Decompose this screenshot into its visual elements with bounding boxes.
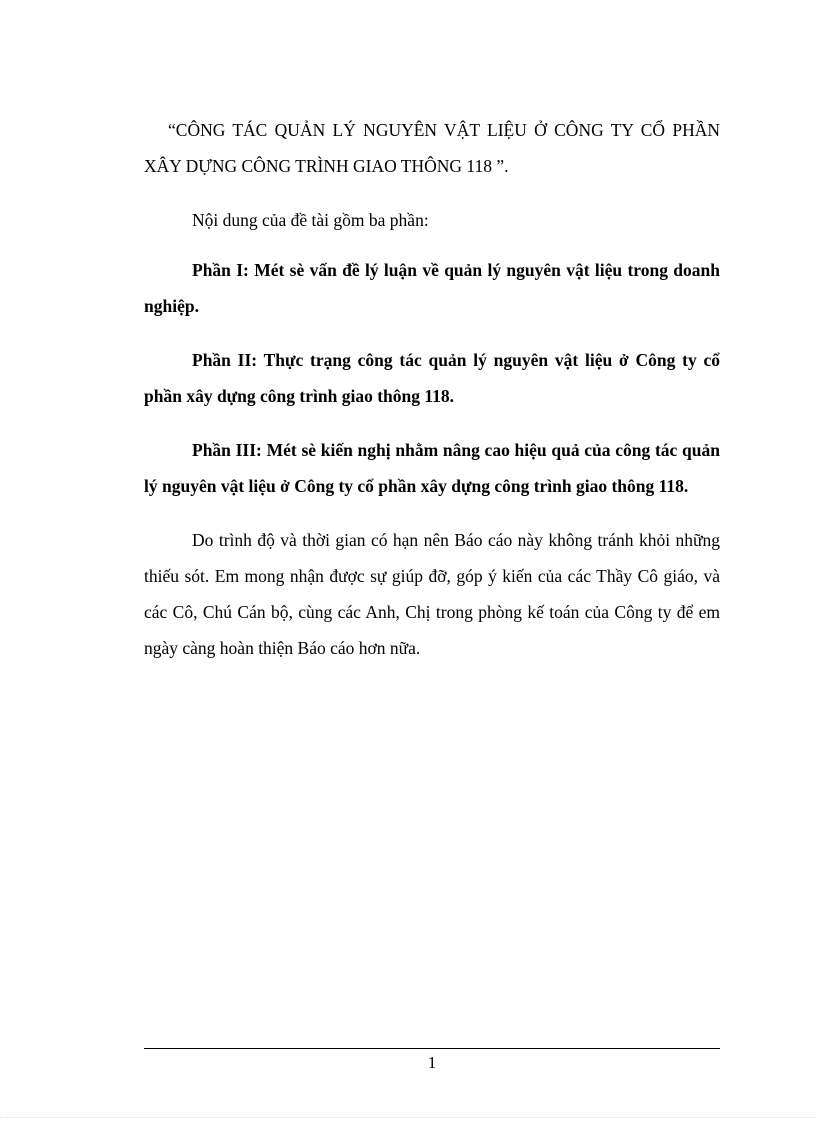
part-three-paragraph: Phần III: Mét sè kiến nghị nhằm nâng cao hiệu quả của công tác quản lý nguyên vật liệu ở Công ty cổ phần xây dựng công trình giao thông 118. [144, 440, 720, 496]
part-two-paragraph: Phần II: Thực trạng công tác quản lý nguyên vật liệu ở Công ty cổ phần xây dựng công trình giao thông 118. [144, 350, 720, 406]
page-bottom-border [0, 1117, 816, 1118]
intro-paragraph: Nội dung của đề tài gồm ba phần: [192, 210, 429, 230]
report-title-paragraph: “CÔNG TÁC QUẢN LÝ NGUYÊN VẬT LIỆU Ở CÔNG TY CỔ PHẦN XÂY DỰNG CÔNG TRÌNH GIAO THÔNG 118 ”. [144, 120, 720, 176]
part-one-paragraph: Phần I: Mét sè vấn đề lý luận về quản lý nguyên vật liệu trong doanh nghiệp. [144, 260, 720, 316]
document-body [144, 112, 720, 684]
closing-paragraph: Do trình độ và thời gian có hạn nên Báo cáo này không tránh khỏi những thiếu sót. Em mong nhận được sự giúp đỡ, góp ý kiến của các Thầy Cô giáo, và các Cô, Chú Cán bộ, cùng các Anh, Chị trong phòng kế toán của Công ty để em ngày càng hoàn thiện Báo cáo hơn nữa. [144, 530, 720, 658]
footer-divider [144, 1048, 720, 1049]
page-number: 1 [427, 1053, 437, 1072]
